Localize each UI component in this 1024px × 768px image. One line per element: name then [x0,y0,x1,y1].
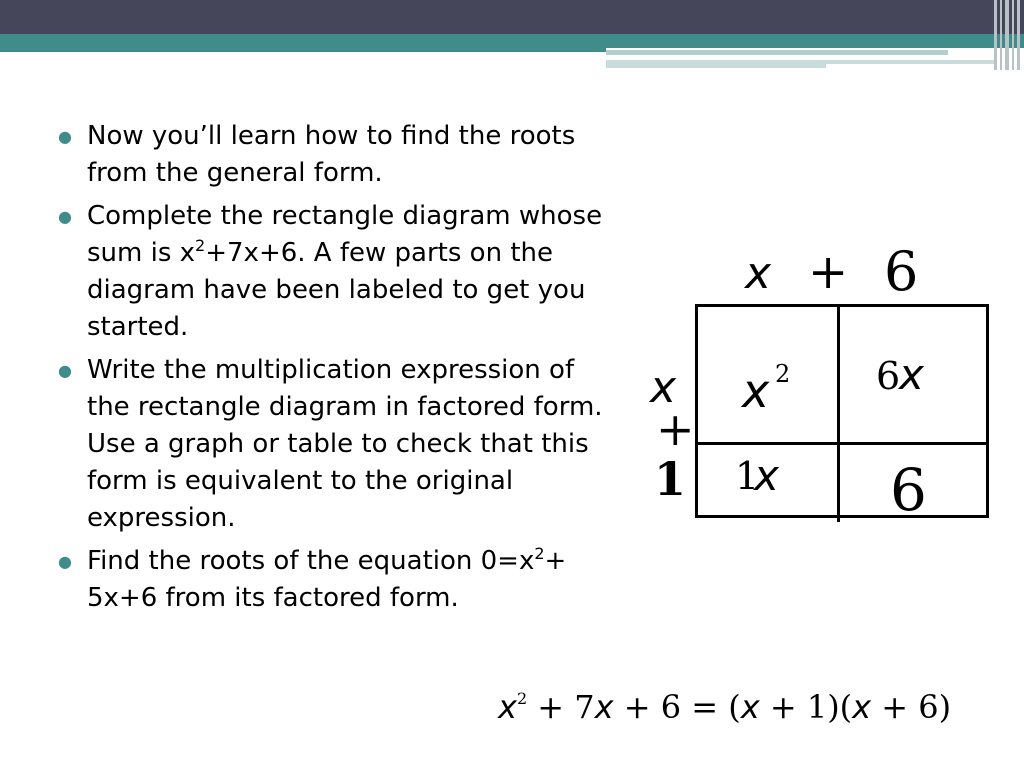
cell-bottom-right-value: 6 [890,456,927,524]
header-bar-teal-lower [0,48,606,52]
bullet-text-cont: +7x+6. A few parts on the diagram have been labeled to get you started. [87,238,586,342]
bullet-item [56,198,616,346]
left-label-one: 1 [654,452,687,506]
cell-top-left-exponent: 2 [775,360,791,388]
bullet-text: Write the multiplication expression of the rectangle diagram in factored form. Use a graph or table to check that this form is equivalent to the original expression. [87,355,603,533]
eq-var: x [498,688,517,726]
bullet-item [56,352,616,537]
top-label-plus: + [808,244,849,300]
header-vertical-stripes [990,0,1024,70]
eq-var: x [852,688,872,726]
header-line-light-2 [606,60,826,68]
bullet-dot-icon: ● [58,207,72,226]
header-bar-teal [0,34,1024,48]
eq-var: x [594,688,614,726]
bullet-dot-icon: ● [58,552,72,571]
bullet-text: Find the roots of the equation 0=x [87,546,535,576]
eq-term: + 6 = ( [613,688,741,726]
bullet-item [56,543,616,617]
factored-equation [498,688,951,726]
cell-bottom-left-var: x [754,451,779,500]
bullet-list [56,118,616,623]
cell-bottom-left-coef: 1 [735,454,760,498]
header-line-light-3 [826,60,996,64]
bullet-text: Now you’ll learn how to find the roots from the general form. [87,121,576,188]
superscript: 2 [195,236,206,255]
superscript: 2 [534,544,545,563]
bullet-item [56,118,616,192]
eq-term: + 6) [871,688,952,726]
bullet-text-cont: + 5x+6 from its factored form. [87,546,567,613]
eq-term: + 7 [527,688,595,726]
left-label-x: x [650,362,677,413]
bullet-dot-icon: ● [58,361,72,380]
cell-top-right-coef: 6 [876,354,901,398]
header-line-light [606,50,948,55]
left-label-plus: + [656,402,695,456]
diagram-vertical-divider [837,304,840,522]
top-label-x: x [745,248,772,299]
diagram-horizontal-divider [695,442,989,445]
cell-top-right-var: x [899,350,924,399]
eq-term: + 1)( [759,688,853,726]
header-bar-dark [0,0,1024,34]
cell-top-left-var: x [742,364,770,418]
top-label-six: 6 [884,240,919,303]
eq-exponent: 2 [516,689,528,708]
bullet-dot-icon: ● [58,127,72,146]
bullet-text: Complete the rectangle diagram whose sum is x [87,201,603,268]
eq-var: x [740,688,760,726]
